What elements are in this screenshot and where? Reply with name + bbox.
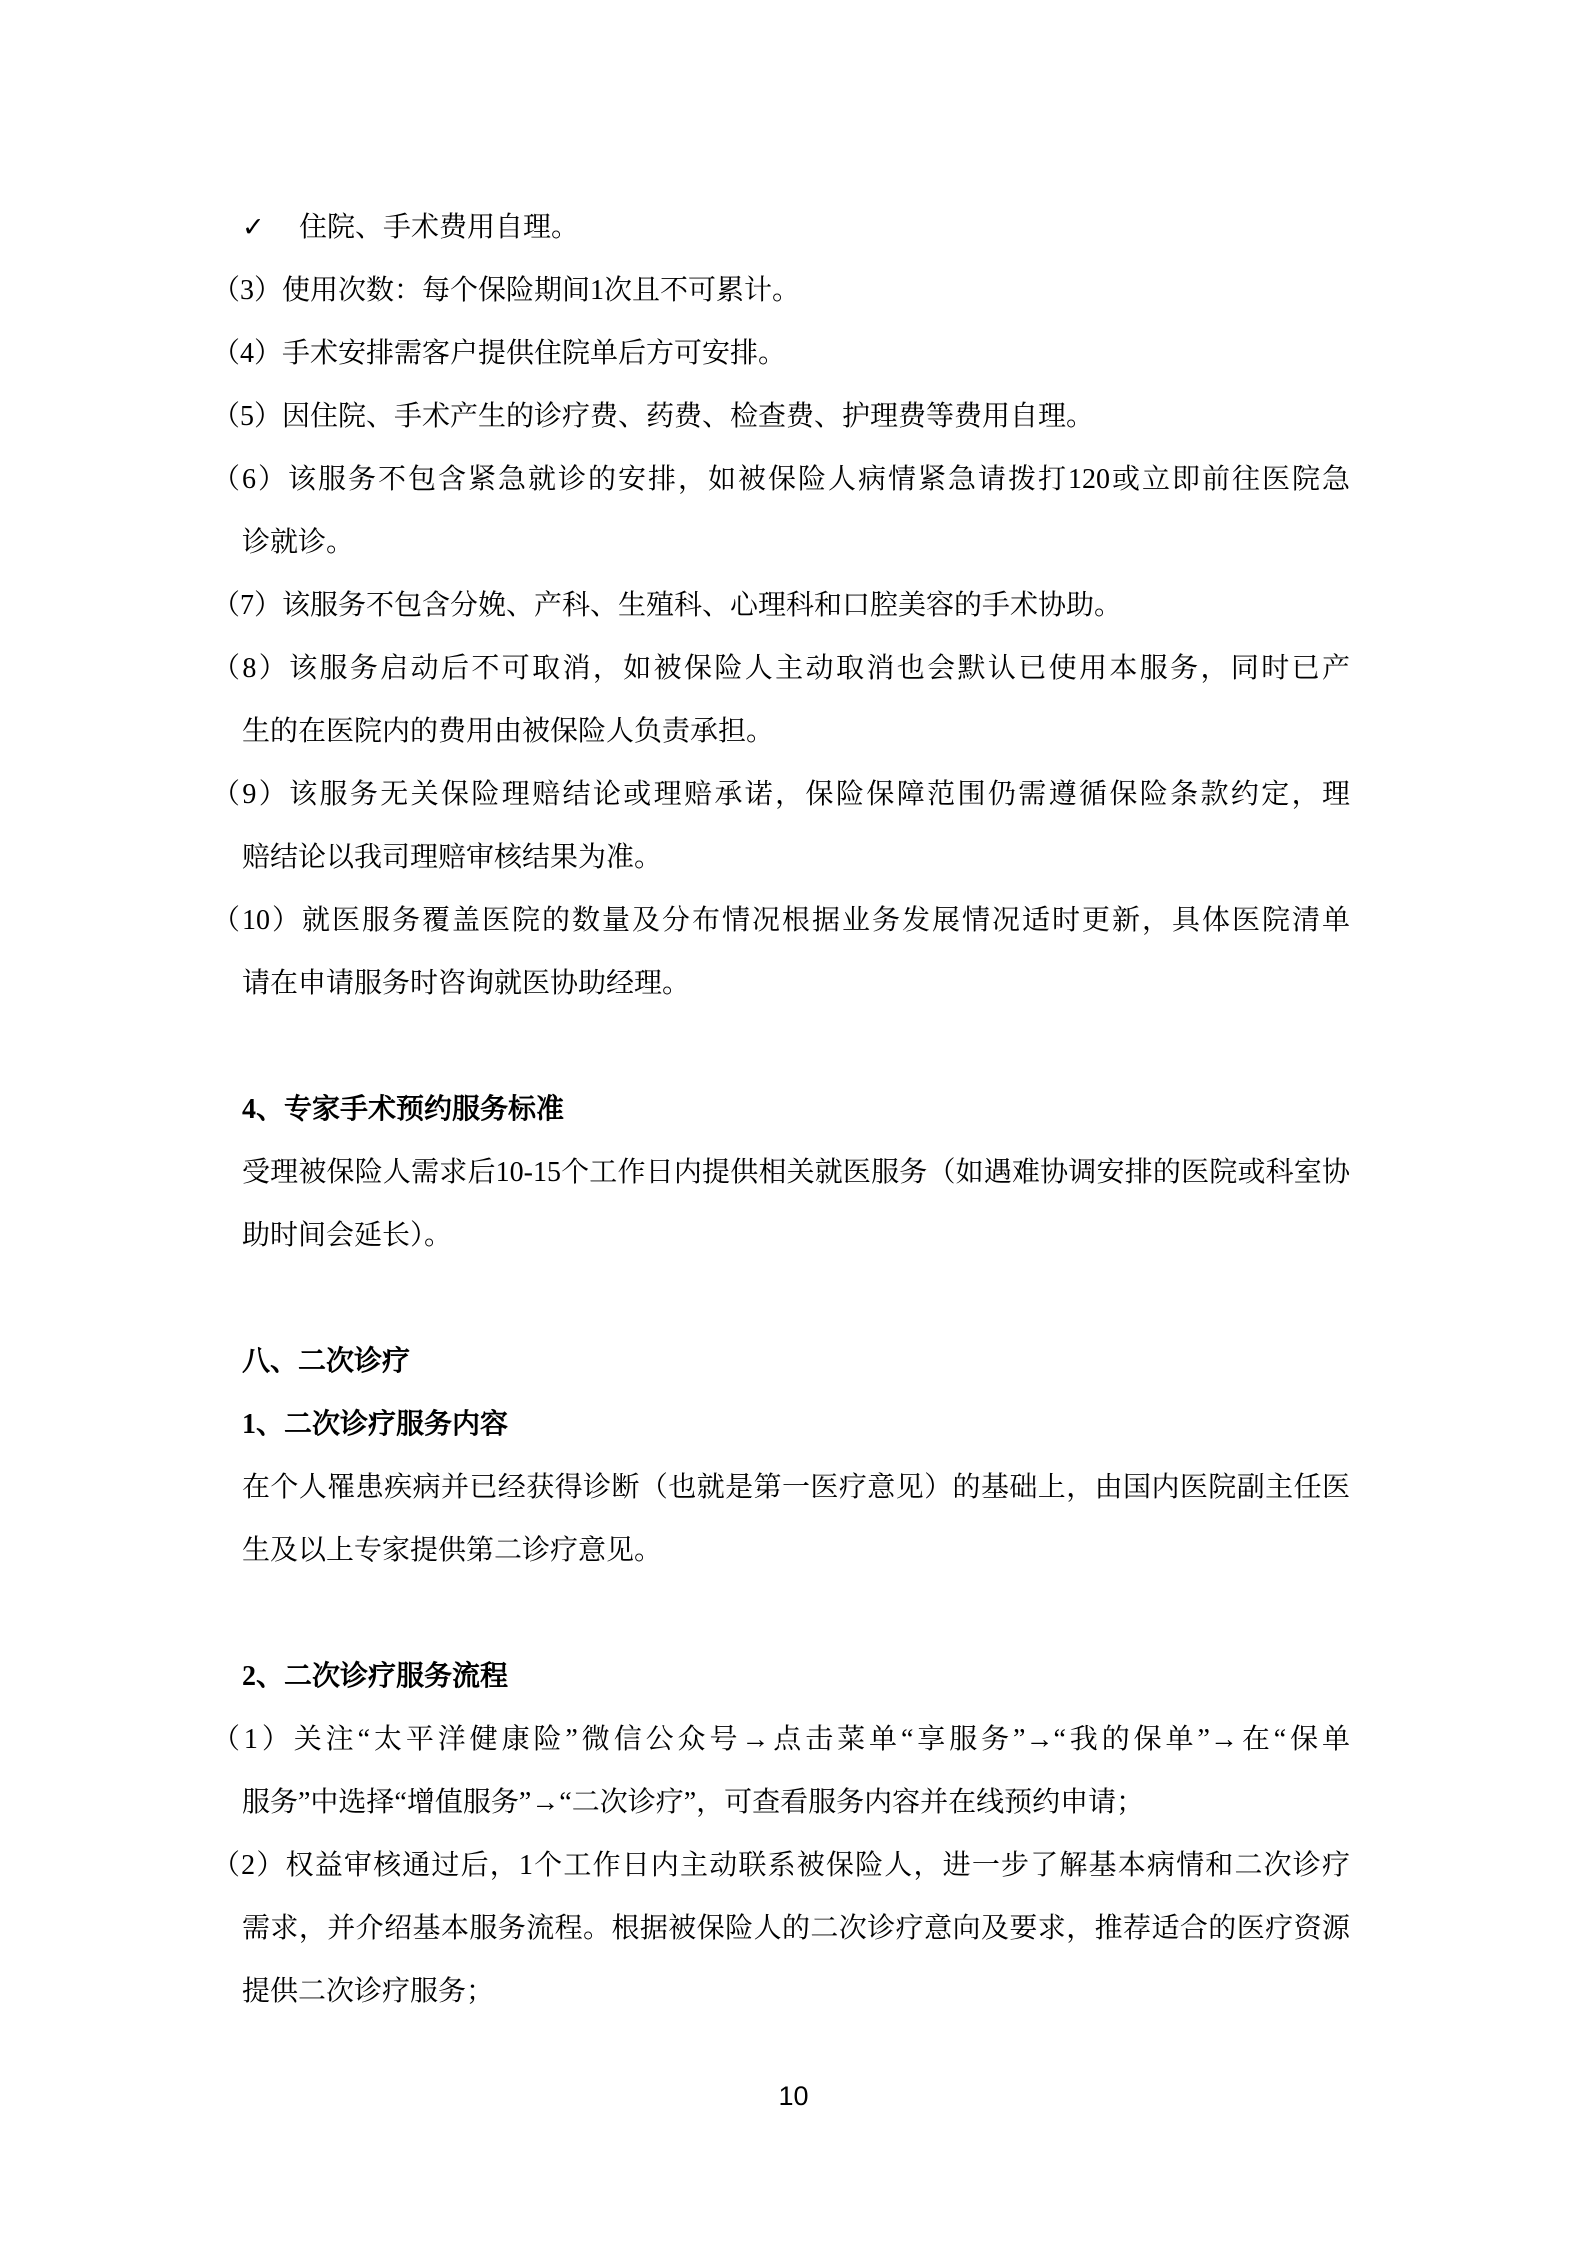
checklist-item bbox=[242, 196, 1350, 259]
paragraph-line: （3）使用次数：每个保险期间1次且不可累计。 bbox=[212, 275, 801, 306]
paragraph-line: 赔结论以我司理赔审核结果为准。 bbox=[242, 842, 663, 873]
paragraph-line: 提供二次诊疗服务； bbox=[242, 1976, 495, 2007]
paragraph-line: （4）手术安排需客户提供住院单后方可安排。 bbox=[212, 338, 787, 369]
paragraph-line: 生的在医院内的费用由被保险人负责承担。 bbox=[242, 716, 775, 747]
section-heading: 4、专家手术预约服务标准 bbox=[242, 1094, 565, 1125]
paragraph-line: 需求，并介绍基本服务流程。根据被保险人的二次诊疗意向及要求，推荐适合的医疗资源 bbox=[242, 1913, 1350, 1944]
section-heading: 1、二次诊疗服务内容 bbox=[242, 1409, 509, 1440]
page-number: 10 bbox=[778, 2081, 809, 2111]
check-icon: ✓ bbox=[242, 212, 265, 243]
paragraph-line: （2）权益审核通过后，1个工作日内主动联系被保险人，进一步了解基本病情和二次诊疗 bbox=[212, 1850, 1350, 1881]
paragraph-line: 在个人罹患疾病并已经获得诊断（也就是第一医疗意见）的基础上，由国内医院副主任医 bbox=[242, 1472, 1350, 1503]
paragraph-line: 服务”中选择“增值服务”→“二次诊疗”，可查看服务内容并在线预约申请； bbox=[242, 1787, 1145, 1818]
paragraph-line: （9）该服务无关保险理赔结论或理赔承诺，保险保障范围仍需遵循保险条款约定，理 bbox=[212, 779, 1350, 810]
chapter-heading: 八、二次诊疗 bbox=[242, 1346, 411, 1377]
paragraph-line: （1）关注“太平洋健康险”微信公众号→点击菜单“享服务”→“我的保单”→在“保单 bbox=[212, 1724, 1350, 1755]
paragraph-line: 生及以上专家提供第二诊疗意见。 bbox=[242, 1535, 663, 1566]
paragraph-line: （8）该服务启动后不可取消，如被保险人主动取消也会默认已使用本服务，同时已产 bbox=[212, 653, 1350, 684]
paragraph-line: （7）该服务不包含分娩、产科、生殖科、心理科和口腔美容的手术协助。 bbox=[212, 590, 1123, 621]
paragraph-line: （10）就医服务覆盖医院的数量及分布情况根据业务发展情况适时更新，具体医院清单 bbox=[212, 905, 1350, 936]
blank-line bbox=[242, 1582, 1350, 1645]
blank-line bbox=[242, 1267, 1350, 1330]
paragraph-line: 受理被保险人需求后10-15个工作日内提供相关就医服务（如遇难协调安排的医院或科室协 bbox=[242, 1157, 1350, 1188]
paragraph-line: 请在申请服务时咨询就医协助经理。 bbox=[242, 968, 691, 999]
paragraph-line: （6）该服务不包含紧急就诊的安排，如被保险人病情紧急请拨打120或立即前往医院急 bbox=[212, 464, 1350, 495]
document-body bbox=[212, 196, 1350, 2023]
checklist-item-text: 住院、手术费用自理。 bbox=[299, 212, 580, 243]
blank-line bbox=[242, 1015, 1350, 1078]
paragraph-line: 诊就诊。 bbox=[242, 527, 355, 558]
paragraph-line: （5）因住院、手术产生的诊疗费、药费、检查费、护理费等费用自理。 bbox=[212, 401, 1095, 432]
paragraph-line: 助时间会延长）。 bbox=[242, 1220, 453, 1251]
section-heading: 2、二次诊疗服务流程 bbox=[242, 1661, 509, 1692]
